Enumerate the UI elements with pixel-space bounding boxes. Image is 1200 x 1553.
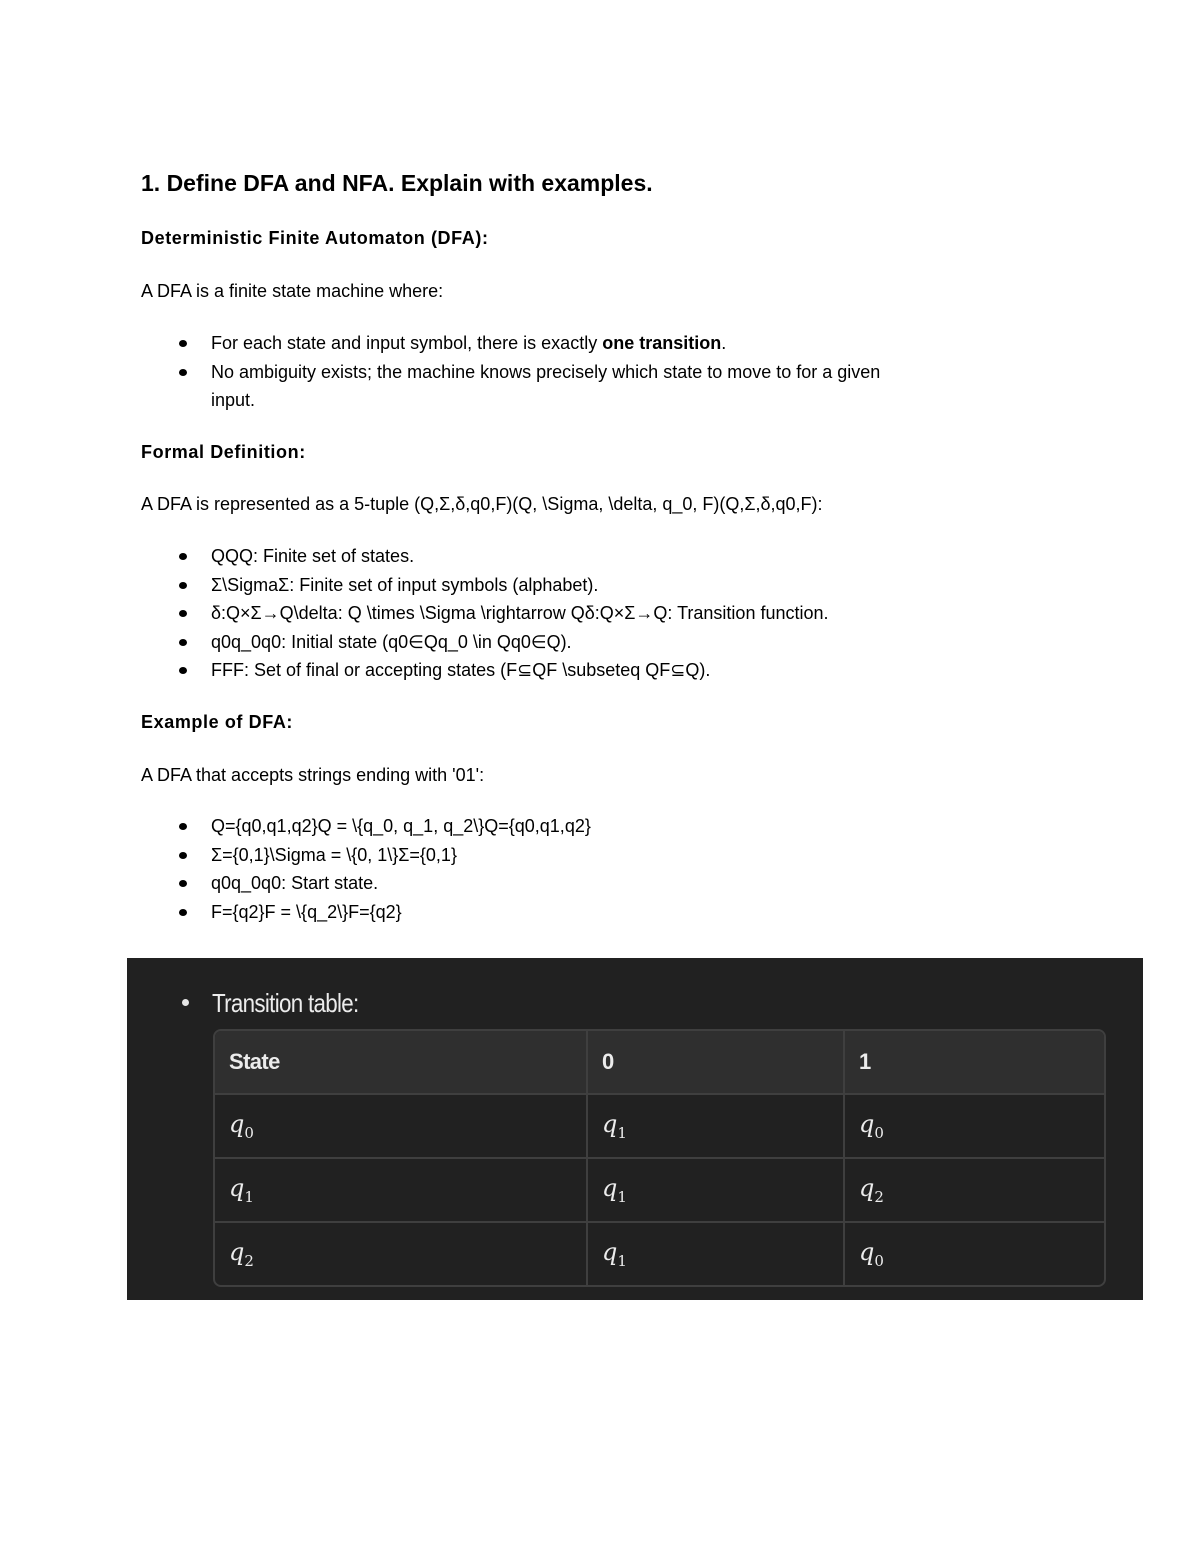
table-cell: $q_1$ [588,1223,845,1285]
list-item-text: δ:Q×Σ→Q\delta: Q \times \Sigma \rightarrow Qδ:Q×Σ→Q: Transition function. [211,603,829,624]
list-item-text: q0q_0q0: Initial state (q0∈Qq_0 \in Qq0∈Q). [211,631,572,652]
bullet-icon [179,610,187,617]
list-item [141,571,1031,600]
table-cell: $q_2$ [845,1159,1104,1223]
list-item-text: . [721,333,727,353]
formal-definition-text: A DFA is represented as a 5-tuple (Q,Σ,δ,q0,F)(Q, \Sigma, \delta, q_0, F)(Q,Σ,δ,q0,F): [141,494,823,514]
list-item-text: QQQ: Finite set of states. [211,546,415,566]
bullet-icon [179,880,187,887]
table-row [215,1223,1104,1285]
example-intro-text: A DFA that accepts strings ending with '01': [141,765,485,785]
bullet-icon [179,582,187,589]
list-item-text: Q={q0,q1,q2}Q = \{q_0, q_1, q_2\}Q={q0,q1,q2} [211,816,591,836]
list-item [141,628,1031,657]
transition-table-title: Transition table: [212,988,359,1018]
table-row [215,1095,1104,1159]
list-item [141,812,1031,841]
table-cell: $q_2$ [215,1223,588,1285]
formal-definition-heading: Formal Definition: [141,442,306,462]
table-row [215,1159,1104,1223]
bullet-icon [179,823,187,830]
dfa-intro-text: A DFA is a finite state machine where: [141,281,444,301]
bullet-icon [179,639,187,646]
table-cell: $q_1$ [588,1095,845,1159]
bullet-icon [179,667,187,674]
list-item [141,656,1031,685]
bullet-icon [179,340,187,347]
list-item-text: For each state and input symbol, there is exactly [211,333,603,353]
list-item [141,869,1031,898]
table-cell: $q_1$ [215,1159,588,1223]
column-header-input-0: 0 [588,1031,845,1095]
list-item [141,599,1031,628]
list-item-text: FFF: Set of final or accepting states (F⊆QF \subseteq QF⊆Q). [211,660,711,681]
bullet-icon [179,909,187,916]
bullet-icon [179,553,187,560]
transition-table-screenshot [127,958,1143,1300]
example-heading: Example of DFA: [141,712,294,732]
list-item-text: input. [211,390,256,411]
table-cell: $q_1$ [588,1159,845,1223]
bullet-icon [179,369,187,376]
dfa-section-heading: Deterministic Finite Automaton (DFA): [141,228,489,248]
column-header-input-1: 1 [845,1031,1104,1095]
bullet-icon [182,999,189,1006]
list-item-text: F={q2}F = \{q_2\}F={q2} [211,901,402,922]
transition-table [213,1029,1106,1287]
list-item [141,358,1031,415]
list-item [141,841,1031,870]
list-item-text: No ambiguity exists; the machine knows precisely which state to move to for a given [211,361,881,382]
table-cell: $q_0$ [215,1095,588,1159]
bullet-icon [179,852,187,859]
table-cell: $q_0$ [845,1095,1104,1159]
page-title: 1. Define DFA and NFA. Explain with examples. [141,170,653,196]
formal-definition-list [141,542,1031,685]
list-item [141,542,1031,571]
list-item-text: q0q_0q0: Start state. [211,873,379,894]
table-cell: $q_0$ [859,1238,884,1270]
list-item [141,898,1031,927]
column-header-state: State [215,1031,588,1095]
list-item-text: Σ={0,1}\Sigma = \{0, 1\}Σ={0,1} [211,844,457,865]
list-item-emphasis: one transition [602,333,722,353]
list-item-text: Σ\SigmaΣ: Finite set of input symbols (alphabet). [211,574,599,595]
list-item [141,329,1031,358]
table-header-row [215,1031,1104,1095]
example-list [141,812,1031,926]
dfa-properties-list [141,329,1031,415]
